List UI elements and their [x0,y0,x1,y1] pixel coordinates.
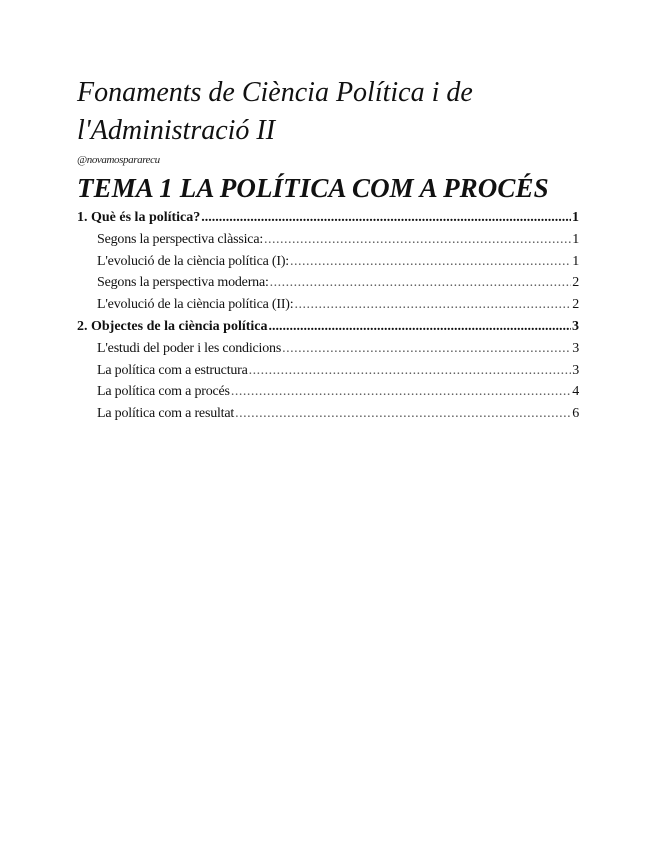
toc-dot-leader [231,384,571,400]
toc-entry[interactable] [77,254,579,276]
toc-dot-leader [235,406,571,422]
toc-entry-page: 2 [572,275,579,291]
toc-entry[interactable] [77,297,579,319]
toc-dot-leader [270,275,572,291]
toc-entry-page: 3 [572,340,579,356]
toc-entry-label: 1. Què és la política? [77,210,201,225]
document-title: Fonaments de Ciència Política i de l'Administració II [77,77,473,146]
toc-entry[interactable] [77,232,579,254]
toc-dot-leader [249,363,572,379]
toc-dot-leader [294,297,571,313]
toc-entry[interactable] [77,363,579,385]
toc-entry-page: 1 [572,210,579,225]
toc-entry[interactable] [77,275,579,297]
toc-entry-label: L'evolució de la ciència política (I): [97,253,289,269]
author-handle: @novamospararecu [77,154,160,166]
toc-entry-page: 6 [572,406,579,422]
toc-entry-label: L'estudi del poder i les condicions [97,340,282,356]
toc-dot-leader [269,319,571,335]
toc-entry-label: La política com a procés [97,384,230,400]
toc-entry-page: 2 [572,297,579,313]
toc-entry-label: La política com a resultat [97,406,235,422]
toc-entry-page: 1 [572,231,579,247]
toc-entry[interactable] [77,384,579,406]
toc-entry-page: 1 [572,253,579,269]
toc-entry-label: La política com a estructura [97,362,248,378]
toc-dot-leader [264,232,571,248]
toc-entry[interactable] [77,210,579,232]
toc-entry[interactable] [77,341,579,363]
toc-entry-label: L'evolució de la ciència política (II): [97,297,294,313]
topic-heading: TEMA 1 LA POLÍTICA COM A PROCÉS [77,173,549,203]
toc-entry[interactable] [77,406,579,428]
toc-entry-label: Segons la perspectiva clàssica: [97,231,264,247]
toc-entry-page: 3 [572,318,579,334]
toc-entry-page: 3 [572,362,579,378]
toc-entry-label: Segons la perspectiva moderna: [97,275,269,291]
toc-dot-leader [201,210,571,226]
toc-entry[interactable] [77,319,579,341]
toc-entry-page: 4 [572,384,579,400]
toc-dot-leader [282,341,571,357]
table-of-contents [77,210,579,428]
toc-entry-label: 2. Objectes de la ciència política [77,318,268,334]
toc-dot-leader [290,254,571,270]
